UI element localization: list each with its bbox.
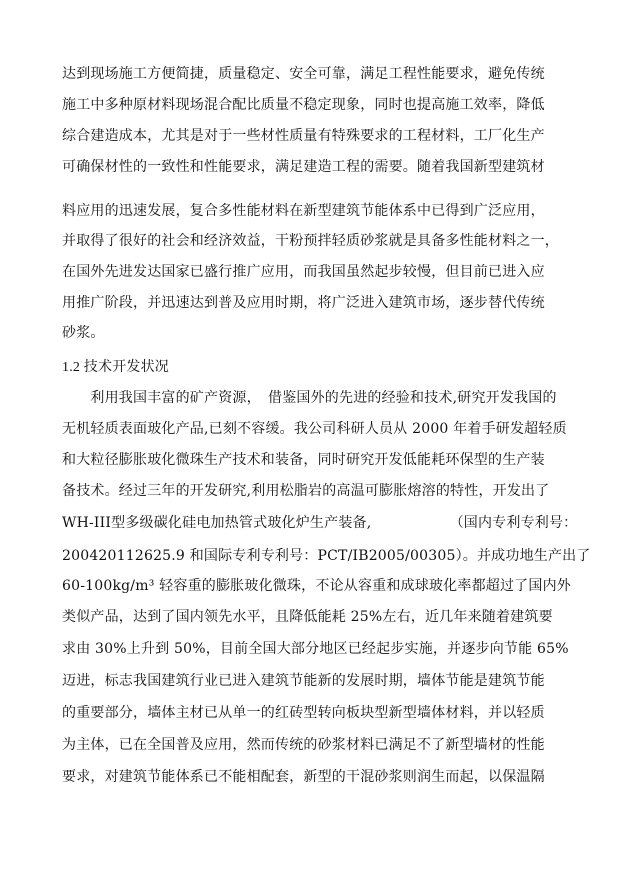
- text-line: 利用我国丰富的矿产资源， 借鉴国外的先进的经验和技术,研究开发我国的: [62, 390, 557, 406]
- text-line: 综合建造成本，尤其是对于一些材性质量有特殊要求的工程材料，工厂化生产: [62, 128, 545, 144]
- text-line: 和大粒径膨胀玻化微珠生产技术和装备，同时研究开发低能耗环保型的生产装: [62, 452, 545, 468]
- text-line: WH-III型多级碳化硅电加热管式玻化炉生产装备, （国内专利专利号：: [62, 515, 578, 531]
- text-line: 并取得了很好的社会和经济效益，干粉预拌轻质砂浆就是具备多性能材料之一，: [62, 233, 559, 249]
- section-heading: 1.2 技术开发状况: [62, 360, 169, 375]
- text-line: 可确保材性的一致性和性能要求，满足建造工程的需要。随着我国新型建筑材: [62, 159, 545, 175]
- text-line: 迈进，标志我国建筑行业已进入建筑节能新的发展时期，墙体节能是建筑节能: [62, 673, 545, 689]
- text-line: 无机轻质表面玻化产品,已刻不容缓。我公司科研人员从 2000 年着手研发超轻质: [62, 421, 567, 437]
- text-line: 的重要部分，墙体主材已从单一的红砖型转向板块型新型墙体材料，并以轻质: [62, 705, 545, 721]
- text-line: 在国外先进发达国家已盛行推广应用，而我国虽然起步较慢，但目前已进入应: [62, 264, 545, 280]
- text-line: 为主体，已在全国普及应用，然而传统的砂浆材料已满足不了新型墙材的性能: [62, 737, 545, 753]
- text-line: 求由 30%上升到 50%，目前全国大部分地区已经起步实施，并逐步向节能 65%: [62, 641, 569, 657]
- text-line: 施工中多种原材料现场混合配比质量不稳定现象，同时也提高施工效率，降低: [62, 97, 545, 113]
- text-line: 料应用的迅速发展，复合多性能材料在新型建筑节能体系中已得到广泛应用，: [62, 203, 545, 219]
- text-line: 要求，对建筑节能体系已不能相配套，新型的干混砂浆则润生而起，以保温隔: [62, 769, 545, 785]
- text-line: 砂浆。: [62, 325, 105, 341]
- text-line: 用推广阶段，并迅速达到普及应用时期，将广泛进入建筑市场，逐步替代传统: [62, 295, 545, 311]
- text-line: 达到现场施工方便简捷，质量稳定、安全可靠，满足工程性能要求，避免传统: [62, 66, 545, 82]
- text-line: 60-100kg/m³ 轻容重的膨胀玻化微珠，不论从容重和成球玻化率都超过了国内外: [62, 578, 571, 594]
- text-line: 200420112625.9 和国际专利专利号：PCT/IB2005/00305）。并成功地生产出了: [62, 548, 591, 564]
- text-line: 类似产品，达到了国内领先水平，且降低能耗 25%左右，近几年来随着建筑要: [62, 609, 553, 625]
- text-line: 备技术。经过三年的开发研究,利用松脂岩的高温可膨胀熔溶的特性，开发出了: [62, 483, 550, 499]
